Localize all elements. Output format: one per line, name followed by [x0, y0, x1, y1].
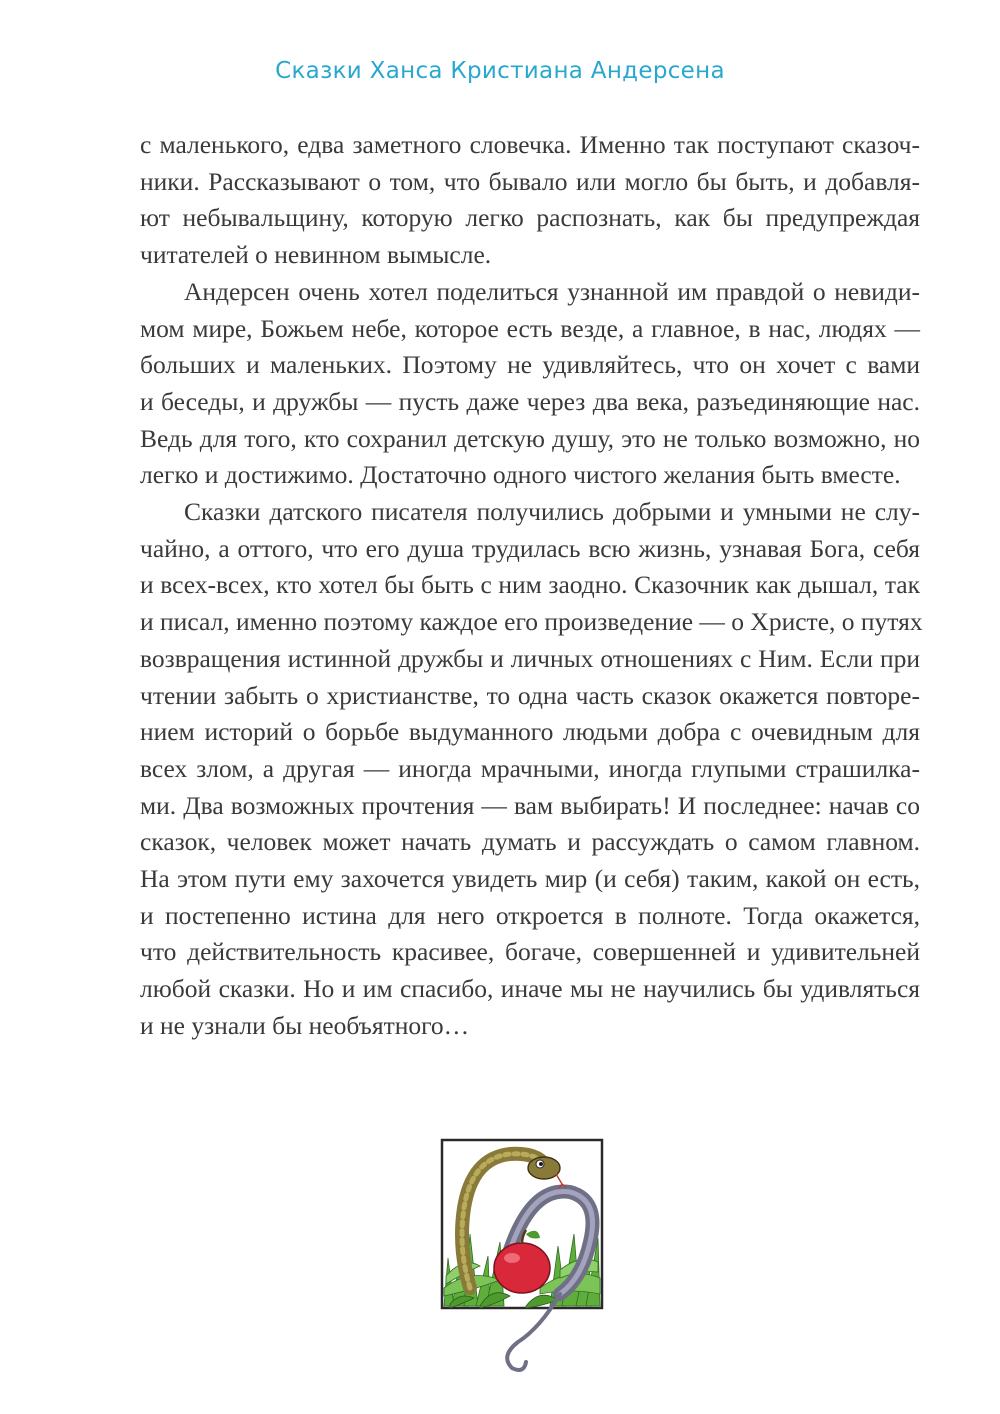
text-line: всех злом, а другая — иногда мрачными, иногда глупыми страшилка- — [140, 753, 920, 783]
text-line: и писал, именно поэтому каждое его произведение — о Христе, о путях — [140, 607, 923, 637]
text-line: нием историй о борьбе выдуманного людьми добра с очевидным для — [140, 717, 920, 747]
text-line: легко и достижимо. Достаточно одного чистого желания быть вместе. — [140, 460, 901, 490]
text-line: Андерсен очень хотел поделиться узнанной им правдой о невиди- — [184, 276, 920, 306]
text-line: читателей о невинном вымысле. — [140, 240, 492, 270]
text-line: и беседы, и дружбы — пусть даже через два века, разъединяющие нас. — [140, 386, 920, 416]
text-line: и постепенно истина для него откроется в полноте. Тогда окажется, — [140, 900, 920, 930]
text-line: Ведь для того, кто сохранил детскую душу, это не только возможно, но — [140, 423, 920, 453]
text-line: сказок, человек может начать думать и рассуждать о самом главном. — [140, 827, 920, 857]
text-line: возвращения истинной дружбы и личных отношениях с Ним. Если при — [140, 643, 920, 673]
text-line: ми. Два возможных прочтения — вам выбирать! И последнее: начав со — [140, 790, 920, 820]
body-text — [140, 127, 923, 1045]
text-line: На этом пути ему захочется увидеть мир (и себя) таким, какой он есть, — [140, 864, 920, 894]
text-line: с маленького, едва заметного словечка. Именно так поступают сказоч- — [140, 130, 920, 159]
text-line: ют небывальщину, которую легко распознать, как бы предупреждая — [140, 203, 920, 233]
paragraph-2 — [140, 274, 920, 494]
paragraph-1 — [140, 127, 920, 274]
text-line: больших и маленьких. Поэтому не удивляйтесь, что он хочет с вами — [140, 350, 920, 380]
paragraph-3 — [140, 494, 923, 1045]
text-line: любой сказки. Но и им спасибо, иначе мы не научились бы удивляться — [140, 974, 920, 1004]
running-title: Сказки Ханса Кристиана Андерсена — [275, 58, 725, 84]
text-line: и всех-всех, кто хотел бы быть с ним заодно. Сказочник как дышал, так — [140, 570, 920, 600]
text-line: ники. Рассказывают о том, что бывало или могло бы быть, и добавля- — [140, 166, 920, 196]
text-line: Сказки датского писателя получились добрыми и умными не слу- — [184, 497, 920, 527]
text-line: что действительность красивее, богаче, совершенней и удивительней — [140, 937, 920, 967]
text-line: чтении забыть о христианстве, то одна часть сказок окажется повторе- — [140, 680, 920, 710]
text-line: чайно, а оттого, что его душа трудилась всю жизнь, узнавая Бога, себя — [140, 533, 920, 563]
text-line: и не узнали бы необъятного… — [140, 1010, 470, 1040]
text-line: мом мире, Божьем небе, которое есть везде, а главное, в нас, людях — — [140, 313, 920, 343]
snake-and-apple-illustration — [440, 1138, 618, 1378]
